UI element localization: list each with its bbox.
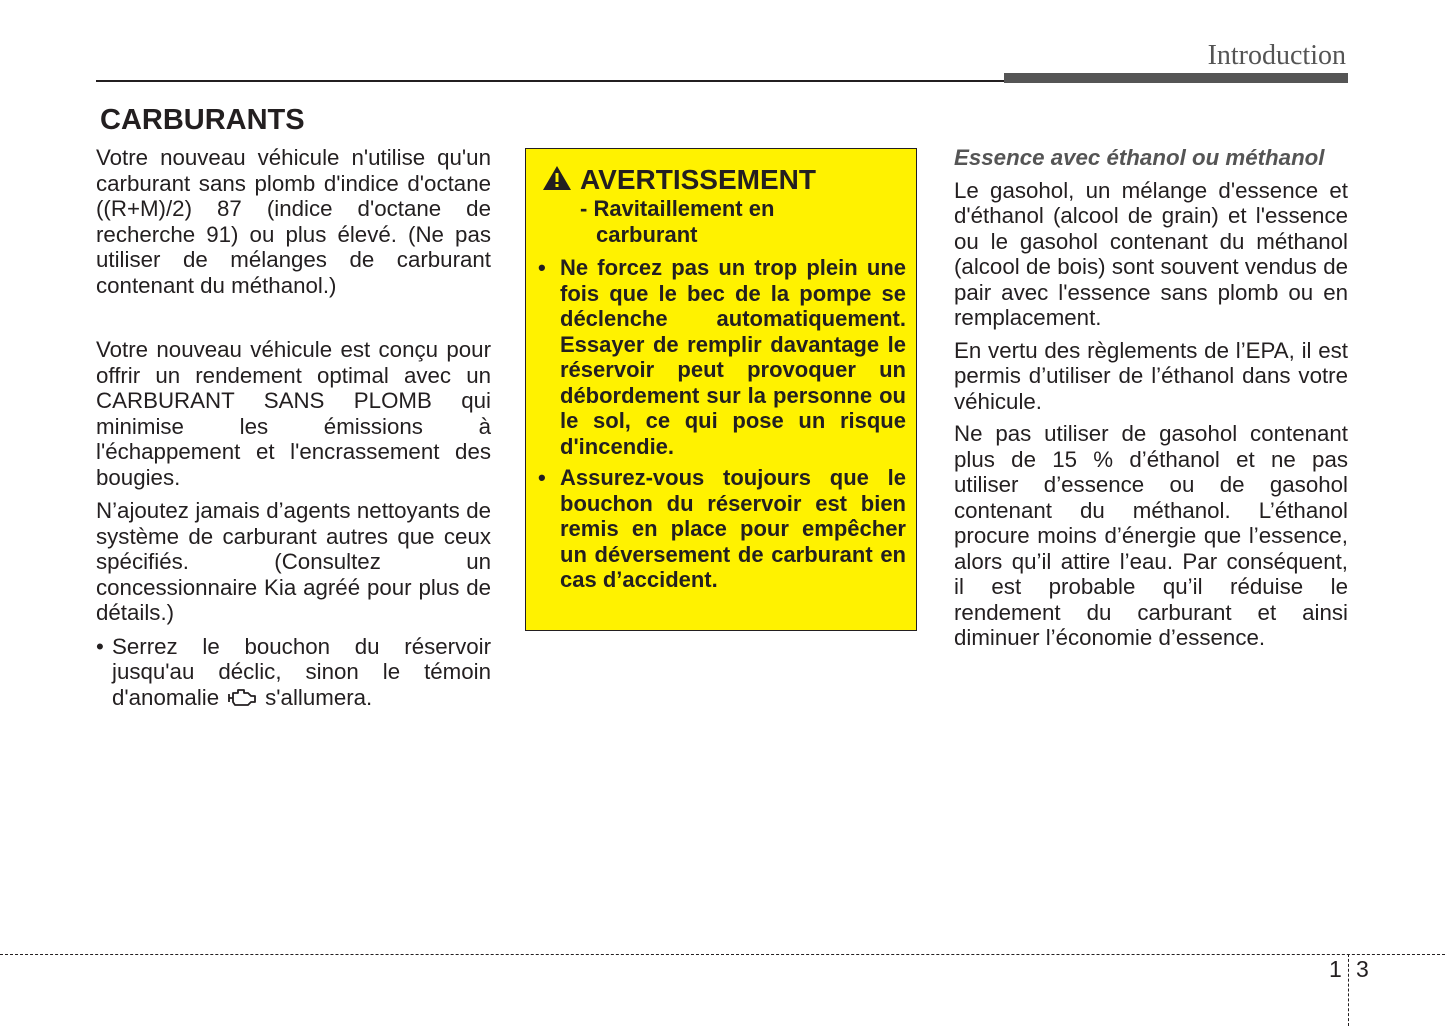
right-column bbox=[954, 145, 1348, 651]
left-column bbox=[96, 145, 491, 714]
header-accent-bar bbox=[1004, 73, 1348, 83]
header-rule bbox=[96, 80, 1006, 82]
warning-subtitle-line-1: - Ravitaillement en bbox=[580, 196, 775, 221]
header-title: Introduction bbox=[1207, 40, 1346, 71]
page-number: 3 bbox=[1356, 956, 1369, 982]
bullet-text-after: s'allumera. bbox=[265, 684, 373, 710]
warning-list bbox=[538, 255, 906, 593]
section-title: CARBURANTS bbox=[100, 104, 305, 136]
warning-bullet: • bbox=[538, 465, 546, 490]
warning-bullet: • bbox=[538, 255, 546, 280]
warning-box bbox=[525, 148, 917, 631]
right-paragraph-3: Ne pas utiliser de gasohol contenant plus de 15 % d’éthanol et ne pas utiliser d’essence ou de gasohol contenant du méthanol. L’éthanol procure moins d’énergie que l’essence, alors qu’il attire l’eau. Par conséquent, il est probable qu’il réduise le rendement du carburant et ainsi diminuer l’économie d’essence. bbox=[954, 421, 1348, 650]
bullet-text bbox=[112, 634, 491, 715]
footer-dashed-rule bbox=[0, 954, 1445, 955]
right-paragraph-1: Le gasohol, un mélange d'essence et d'éthanol (alcool de grain) et l'essence ou le gasohol contenant du méthanol (alcool de bois) sont souvent vendus de pair avec l'essence sans plomb ou en remplacement. bbox=[954, 177, 1348, 330]
bullet-text-before: Serrez le bouchon du réservoir jusqu'au déclic, sinon le témoin d'anomalie bbox=[112, 633, 491, 710]
left-bullet-item bbox=[96, 634, 491, 715]
left-paragraph-1: Votre nouveau véhicule n'utilise qu'un carburant sans plomb d'indice d'octane ((R+M)/2) 87 (indice d'octane de recherche 91) ou plus élevé. (Ne pas utiliser de mélanges de carburant contenant du méthanol.) bbox=[96, 145, 491, 298]
right-subtitle: Essence avec éthanol ou méthanol bbox=[954, 145, 1325, 170]
warning-header bbox=[542, 164, 816, 196]
check-engine-icon bbox=[227, 687, 257, 715]
left-paragraph-3: N’ajoutez jamais d’agents nettoyants de système de carburant autres que ceux spécifiés. (Consultez un concessionnaire Kia agréé pour plus de détails.) bbox=[96, 498, 491, 625]
warning-triangle-icon bbox=[542, 165, 572, 196]
warning-item-text: Assurez-vous toujours que le bouchon du réservoir est bien remis en place pour empêcher un déversement de carburant en cas d’accident. bbox=[560, 465, 906, 592]
warning-item bbox=[538, 255, 906, 459]
warning-subtitle-line-2: carburant bbox=[596, 222, 698, 247]
left-paragraph-2: Votre nouveau véhicule est conçu pour offrir un rendement optimal avec un CARBURANT SANS PLOMB qui minimise les émissions à l'échappement et l'encrassement des bougies. bbox=[96, 337, 491, 490]
bullet-marker: • bbox=[96, 633, 104, 659]
warning-item-text: Ne forcez pas un trop plein une fois que le bec de la pompe se déclenche automatiquement. Essayer de remplir davantage le réservoir peut provoquer un débordement sur la personne ou le sol, ce qui pose un risque d'incendie. bbox=[560, 255, 906, 459]
warning-subtitle bbox=[580, 196, 810, 248]
right-paragraph-2: En vertu des règlements de l’EPA, il est permis d’utiliser de l’éthanol dans votre véhicule. bbox=[954, 337, 1348, 414]
footer-page-divider bbox=[1348, 954, 1349, 1026]
chapter-number: 1 bbox=[1329, 956, 1342, 982]
warning-title: AVERTISSEMENT bbox=[580, 164, 816, 195]
warning-item bbox=[538, 465, 906, 593]
